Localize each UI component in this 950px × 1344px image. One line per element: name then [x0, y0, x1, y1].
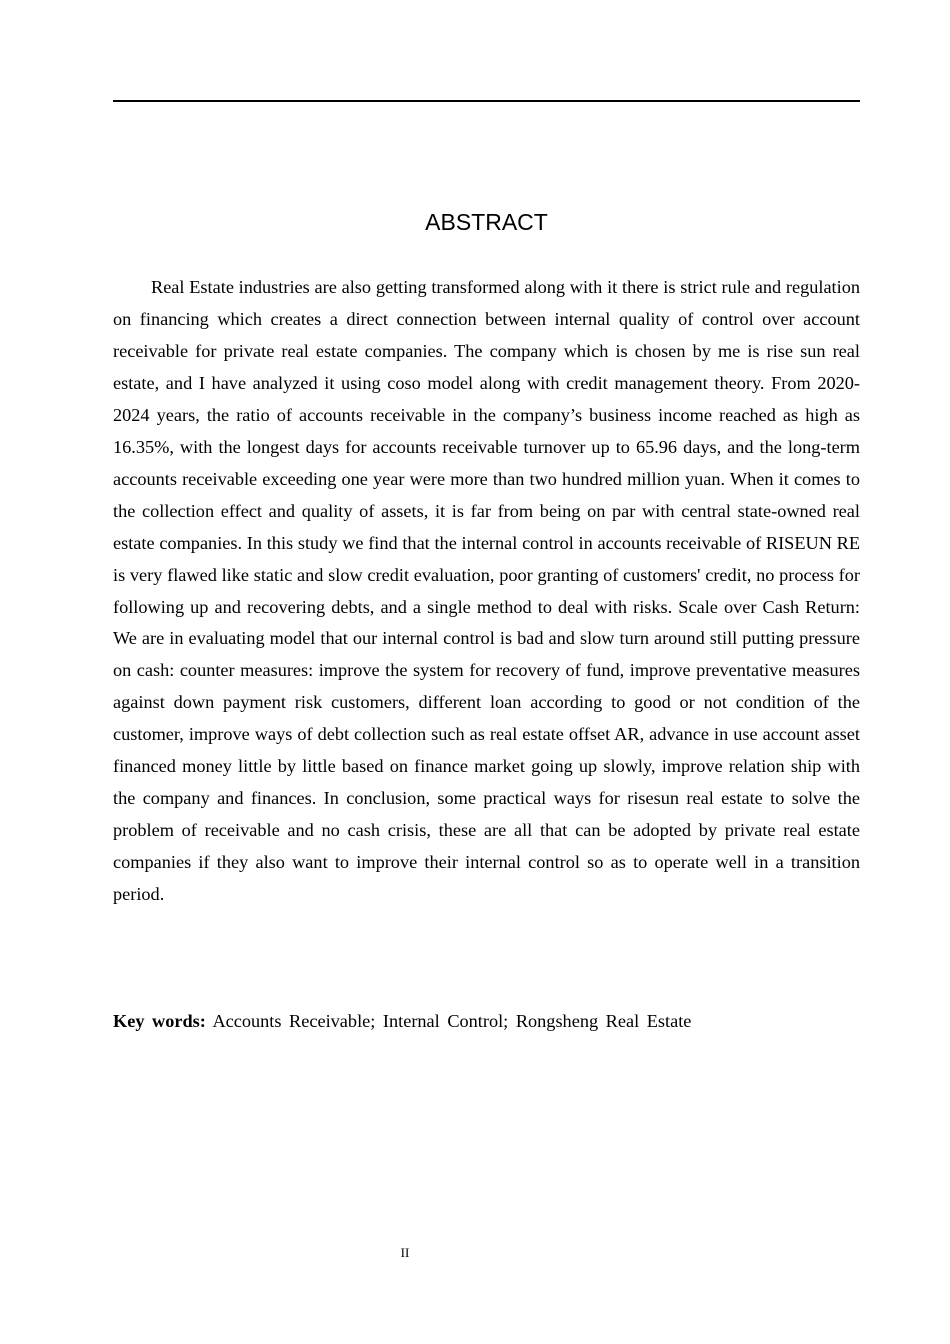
page-number: II: [400, 1245, 410, 1260]
abstract-paragraph: Real Estate industries are also getting transformed along with it there is strict rule and regulation on financing which creates a direct connection between internal quality of control over account receivable for private real estate companies. The company which is chosen by me is rise sun real estate, and I have analyzed it using coso model along with credit management theory. From 2020-2024 years, the ratio of accounts receivable in the company’s business income reached as high as 16.35%, with the longest days for accounts receivable turnover up to 65.96 days, and the long-term accounts receivable exceeding one year were more than two hundred million yuan. When it comes to the collection effect and quality of assets, it is far from being on par with central state-owned real estate companies. In this study we find that the internal control in accounts receivable of RISEUN RE is very flawed like static and slow credit evaluation, poor granting of customers' credit, no process for following up and recovering debts, and a single method to deal with risks. Scale over Cash Return: We are in evaluating model that our internal control is bad and slow turn around still putting pressure on cash: counter measures: improve the system for recovery of fund, improve preventative measures against down payment risk customers, different loan according to good or not condition of the customer, improve ways of debt collection such as real estate offset AR, advance in use account asset financed money little by little based on finance market going up slowly, improve relation ship with the company and finances. In conclusion, some practical ways for risesun real estate to solve the problem of receivable and no cash crisis, these are all that can be adopted by private real estate companies if they also want to improve their internal control so as to operate well in a transition period.: [113, 277, 860, 905]
keywords-list: Accounts Receivable; Internal Control; Rongsheng Real Estate: [212, 1011, 692, 1031]
keywords-line: [113, 1006, 860, 1038]
header-rule: [113, 100, 860, 102]
keywords-label: Key words:: [113, 1011, 206, 1031]
page-title: ABSTRACT: [425, 209, 548, 235]
